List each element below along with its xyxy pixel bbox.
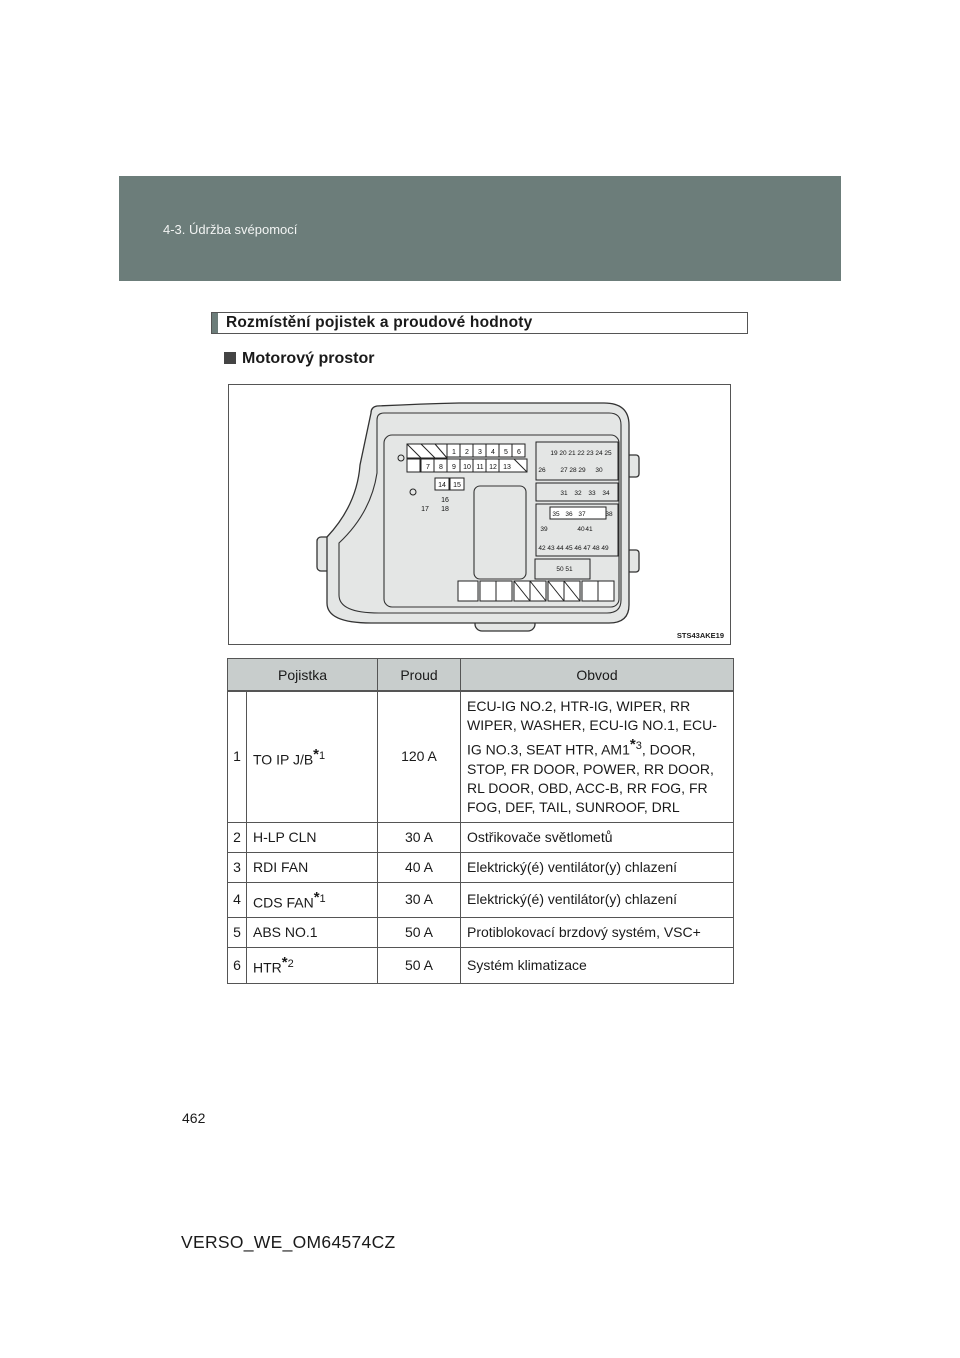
- fuse-label: 26: [538, 467, 546, 474]
- fuse-box-drawing: [229, 385, 732, 646]
- fuse-circuit: Elektrický(é) ventilátor(y) chlazení: [461, 882, 734, 918]
- table-row: [228, 852, 734, 882]
- footnote-mark: *1: [313, 745, 326, 763]
- fuse-name-text: CDS FAN: [253, 894, 314, 911]
- fuse-label: 4: [491, 449, 495, 456]
- subheading: [224, 350, 374, 368]
- fuse-label: 44: [556, 545, 564, 552]
- fuse-current: 30 A: [378, 822, 461, 852]
- fuse-label: 46: [574, 545, 582, 552]
- fuse-label: 3: [478, 449, 482, 456]
- header-current: Proud: [378, 659, 461, 692]
- fuse-name: [247, 948, 378, 984]
- fuse-label: 19: [550, 450, 558, 457]
- fuse-label: 7: [426, 464, 430, 471]
- circuit-text: ECU-IG NO.2, HTR-IG, WIPER, RR WIPER, WASHER, ECU-IG NO.1, ECU-IG NO.3, SEAT HTR, AM1: [467, 698, 717, 758]
- footnote-number: 3: [635, 740, 642, 752]
- header-circuit: Obvod: [461, 659, 734, 692]
- footer-code: VERSO_WE_OM64574CZ: [181, 1232, 396, 1252]
- fuse-label: 24: [595, 450, 603, 457]
- fuse-label: 49: [601, 545, 609, 552]
- fuse-number: 1: [228, 691, 247, 822]
- subheading-text: Motorový prostor: [242, 350, 375, 367]
- fuse-number: 3: [228, 852, 247, 882]
- fuse-label: 34: [602, 490, 610, 497]
- fuse-label: 1: [452, 449, 456, 456]
- fuse-label: 14: [438, 482, 446, 489]
- fuse-number: 6: [228, 948, 247, 984]
- fuse-label: 45: [565, 545, 573, 552]
- fuse-label: 20: [559, 450, 567, 457]
- fuse-label: 28: [569, 467, 577, 474]
- footnote-mark: *3: [629, 736, 642, 753]
- table-row: [228, 918, 734, 948]
- fuse-name-text: HTR: [253, 959, 282, 976]
- fuse-label: 10: [463, 464, 471, 471]
- fuse-label: 9: [452, 464, 456, 471]
- heading-text: Rozmístění pojistek a proudové hodnoty: [226, 314, 533, 331]
- square-bullet-icon: [224, 352, 236, 364]
- fuse-label: 27: [560, 467, 568, 474]
- fuse-table: [227, 658, 734, 984]
- fuse-label: 13: [503, 464, 511, 471]
- fuse-number: 2: [228, 822, 247, 852]
- table-row: [228, 822, 734, 852]
- fuse-current: 40 A: [378, 852, 461, 882]
- fuse-label: 31: [560, 490, 568, 497]
- fuse-circuit: [461, 691, 734, 822]
- section-title: 4-3. Údržba svépomocí: [163, 222, 298, 237]
- fuse-label: 40: [577, 526, 585, 533]
- footnote-mark: *2: [281, 954, 294, 972]
- fuse-label: 25: [604, 450, 612, 457]
- fuse-label: 36: [565, 511, 573, 518]
- fuse-number: 5: [228, 918, 247, 948]
- fuse-label: 2: [465, 449, 469, 456]
- fuse-label: 35: [552, 511, 560, 518]
- fuse-label: 42: [538, 545, 546, 552]
- fuse-current: 30 A: [378, 882, 461, 918]
- fuse-circuit: Elektrický(é) ventilátor(y) chlazení: [461, 852, 734, 882]
- fuse-name: [247, 882, 378, 918]
- fuse-current: 50 A: [378, 918, 461, 948]
- fuse-label: 8: [439, 464, 443, 471]
- fuse-label: 50: [556, 566, 564, 573]
- fuse-name: ABS NO.1: [247, 918, 378, 948]
- section-heading: [211, 312, 748, 334]
- fuse-current: 120 A: [378, 691, 461, 822]
- footnote-mark: *1: [313, 888, 326, 906]
- fuse-label: 21: [568, 450, 576, 457]
- fuse-label: 11: [476, 464, 484, 471]
- footnote-number: 2: [287, 958, 294, 971]
- fuse-circuit: Protiblokovací brzdový systém, VSC+: [461, 918, 734, 948]
- fuse-name: [247, 691, 378, 822]
- table-row: [228, 882, 734, 918]
- fuse-label: 5: [504, 449, 508, 456]
- fuse-label: 33: [588, 490, 596, 497]
- header-band: [119, 176, 841, 281]
- table-row: [228, 948, 734, 984]
- fuse-label: 51: [565, 566, 573, 573]
- footnote-number: 1: [319, 892, 326, 905]
- fuse-label: 48: [592, 545, 600, 552]
- fuse-number: 4: [228, 882, 247, 918]
- footnote-number: 1: [319, 749, 326, 762]
- fuse-label: 22: [577, 450, 585, 457]
- fuse-label: 43: [547, 545, 555, 552]
- fuse-name: H-LP CLN: [247, 822, 378, 852]
- circuit-text: , DOOR, STOP, FR DOOR, POWER, RR DOOR, RL DOOR, OBD, ACC-B, RR FOG, FR FOG, DEF, TAIL, SUNROOF, DRL: [467, 741, 714, 815]
- fuse-label: 30: [595, 467, 603, 474]
- fuse-name-text: TO IP J/B: [253, 751, 314, 768]
- table-header-row: [228, 659, 734, 692]
- diagram-code: STS43AKE19: [676, 631, 724, 640]
- relay-row: [458, 581, 614, 601]
- page-number: 462: [182, 1110, 206, 1126]
- fuse-label: 32: [574, 490, 582, 497]
- fuse-label: 38: [605, 511, 613, 518]
- fuse-box-diagram: [228, 384, 731, 645]
- fuse-label: 18: [441, 506, 449, 513]
- fuse-label: 6: [517, 449, 521, 456]
- fuse-label: 47: [583, 545, 591, 552]
- fuse-label: 17: [421, 506, 429, 513]
- table-row: [228, 691, 734, 822]
- fuse-circuit: Ostřikovače světlometů: [461, 822, 734, 852]
- fuse-circuit: Systém klimatizace: [461, 948, 734, 984]
- header-fuse: Pojistka: [228, 659, 378, 692]
- fuse-label: 16: [441, 497, 449, 504]
- fuse-label: 15: [453, 482, 461, 489]
- fuse-label: 29: [578, 467, 586, 474]
- heading-accent: [212, 313, 218, 333]
- fuse-label: 41: [585, 526, 593, 533]
- fuse-label: 23: [586, 450, 594, 457]
- fuse-current: 50 A: [378, 948, 461, 984]
- fuse-label: 12: [489, 464, 497, 471]
- fuse-label: 39: [540, 526, 548, 533]
- fuse-name: RDI FAN: [247, 852, 378, 882]
- fuse-label: 37: [578, 511, 586, 518]
